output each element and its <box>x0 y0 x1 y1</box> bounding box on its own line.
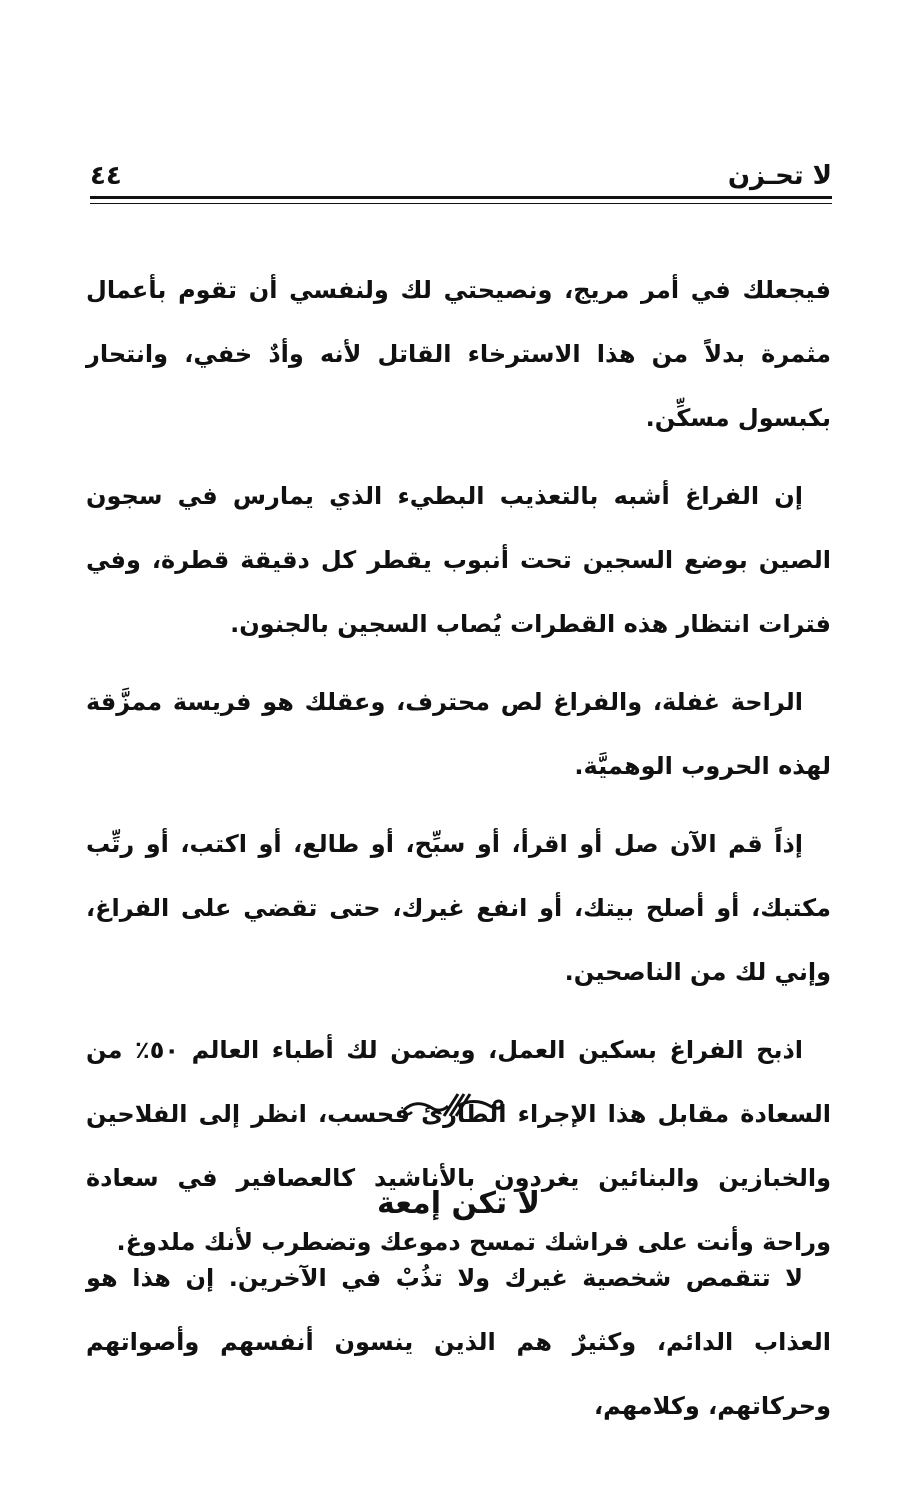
body-text <box>86 258 831 1288</box>
paragraph-2: إن الفراغ أشبه بالتعذيب البطيء الذي يمارس في سجون الصين بوضع السجين تحت أنبوب يقطر كل دقيقة قطرة، وفي فترات انتظار هذه القطرات يُصاب السجين بالجنون. <box>86 482 831 638</box>
section-heading: لا تكن إمعة <box>377 1186 540 1221</box>
header-rule-thin <box>90 203 832 204</box>
paragraph-3: الراحة غفلة، والفراغ لص محترف، وعقلك هو فريسة ممزَّقة لهذه الحروب الوهميَّة. <box>86 688 831 780</box>
section-paragraph: لا تتقمص شخصية غيرك ولا تذُبْ في الآخرين. إن هذا هو العذاب الدائم، وكثيرٌ هم الذين ينسون أنفسهم وأصواتهم وحركاتهم، وكلامهم، <box>86 1264 831 1420</box>
paragraph-4: إذاً قم الآن صل أو اقرأ، أو سبِّح، أو طالع، أو اكتب، أو رتِّب مكتبك، أو أصلح بيتك، أو انفع غيرك، حتى تقضي على الفراغ، وإني لك من الناصحين. <box>86 830 831 986</box>
paragraph-1: فيجعلك في أمر مريج، ونصيحتي لك ولنفسي أن تقوم بأعمال مثمرة بدلاً من هذا الاسترخاء القاتل لأنه وأدٌ خفي، وانتحار بكبسول مسكِّن. <box>86 276 831 432</box>
page-number: ٤٤ <box>90 161 122 191</box>
header-rule-thick <box>90 196 832 199</box>
paragraph-5: اذبح الفراغ بسكين العمل، ويضمن لك أطباء العالم ٥٠٪ من السعادة مقابل هذا الإجراء الطارئ فحسب، انظر إلى الفلاحين والخبازين والبنائين يغردون بالأناشيد كالعصافير في سعادة وراحة وأنت على فراشك تمسح دموعك وتضطرب لأنك ملدوغ. <box>86 1036 831 1256</box>
page-header <box>90 160 832 192</box>
section-text <box>86 1246 831 1438</box>
flourish-divider-icon <box>398 1086 508 1126</box>
running-title: لا تحـزن <box>727 161 832 191</box>
